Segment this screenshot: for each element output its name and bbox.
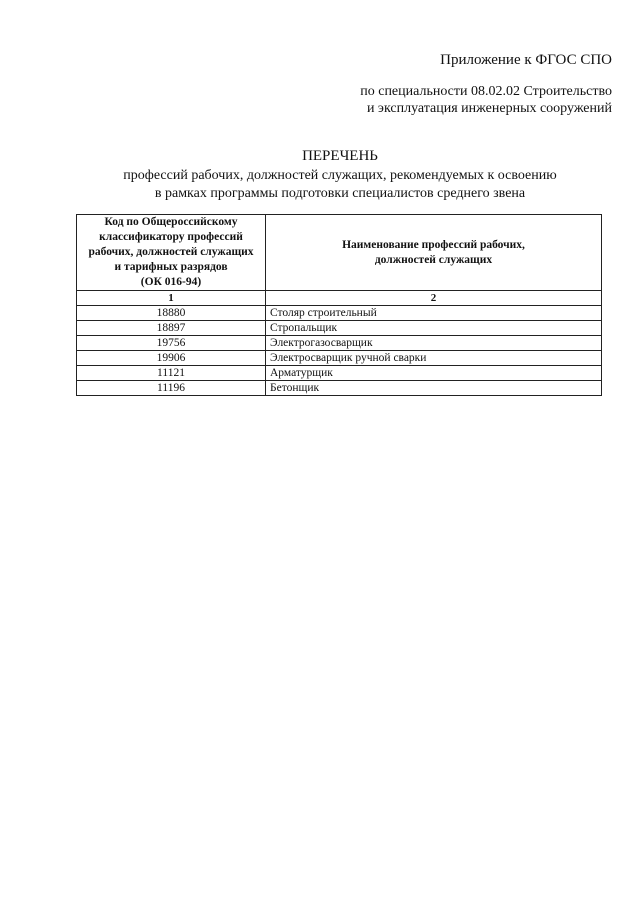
table-header-row — [77, 215, 602, 291]
header-code-line: рабочих, должностей служащих — [88, 246, 254, 258]
header-code-line: классификатору профессий — [99, 231, 243, 243]
table-row — [77, 381, 602, 396]
profession-name: Электросварщик ручной сварки — [266, 351, 602, 366]
table-row — [77, 321, 602, 336]
document-title: ПЕРЕЧЕНЬ — [302, 148, 378, 164]
header-code — [77, 215, 266, 291]
profession-name: Бетонщик — [266, 381, 602, 396]
header-code-line: Код по Общероссийскому — [104, 216, 238, 228]
profession-code: 18880 — [77, 306, 266, 321]
profession-code: 19906 — [77, 351, 266, 366]
table-row — [77, 336, 602, 351]
column-number-row — [77, 291, 602, 306]
profession-name: Арматурщик — [266, 366, 602, 381]
document-subtitle — [20, 167, 640, 203]
profession-name: Электрогазосварщик — [266, 336, 602, 351]
profession-name: Столяр строительный — [266, 306, 602, 321]
header-name-line: должностей служащих — [374, 253, 493, 266]
table-row — [77, 351, 602, 366]
column-number: 2 — [266, 291, 602, 306]
subtitle-line2: в рамках программы подготовки специалистов среднего звена — [154, 186, 526, 201]
subtitle-line1: профессий рабочих, должностей служащих, рекомендуемых к освоению — [123, 168, 557, 183]
header-name — [266, 215, 602, 291]
profession-code: 11121 — [77, 366, 266, 381]
annex-specialty-line2: и эксплуатация инженерных сооружений — [366, 101, 612, 116]
annex-specialty-line1: по специальности 08.02.02 Строительство — [360, 84, 612, 99]
profession-code: 19756 — [77, 336, 266, 351]
professions-table — [76, 214, 602, 396]
annex-specialty — [360, 83, 612, 117]
header-code-line: (ОК 016-94) — [140, 276, 202, 288]
table-row — [77, 366, 602, 381]
profession-name: Стропальщик — [266, 321, 602, 336]
profession-code: 18897 — [77, 321, 266, 336]
table-row — [77, 306, 602, 321]
header-name-line: Наименование профессий рабочих, — [342, 238, 525, 251]
header-code-line: и тарифных разрядов — [114, 261, 228, 273]
annex-title: Приложение к ФГОС СПО — [440, 52, 612, 68]
profession-code: 11196 — [77, 381, 266, 396]
column-number: 1 — [77, 291, 266, 306]
